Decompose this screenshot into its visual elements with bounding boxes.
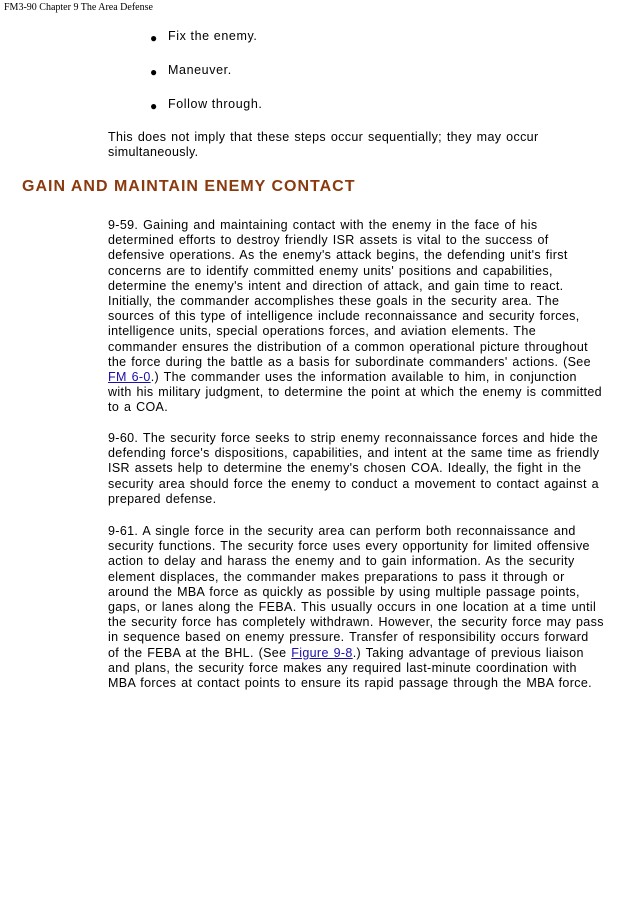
section-title: GAIN AND MAINTAIN ENEMY CONTACT bbox=[22, 178, 356, 195]
bullet-icon: ● bbox=[150, 99, 158, 113]
step-list bbox=[150, 28, 262, 130]
paragraph-9-60: 9-60. The security force seeks to strip enemy reconnaissance forces and hide the defending force's dispositions, capabilities, and intent at the same time as friendly ISR assets help to determine the enemy's chosen COA. Ideally, the fight in the security area should force the enemy to conduct a movement to contact against a prepared defense. bbox=[108, 431, 600, 506]
list-item bbox=[150, 62, 262, 96]
list-item-text: Follow through. bbox=[168, 97, 263, 111]
bullet-icon: ● bbox=[150, 65, 158, 79]
bullet-icon: ● bbox=[150, 31, 158, 45]
paragraph-text: .) Taking advantage of previous liaison and plans, the security force makes any required last-minute coordination with MBA forces at contact points to ensure its rapid passage through the MBA force. bbox=[108, 645, 592, 691]
list-item bbox=[150, 96, 262, 130]
list-item-text: Maneuver. bbox=[168, 63, 232, 77]
running-header: FM3-90 Chapter 9 The Area Defense bbox=[4, 2, 153, 13]
paragraph-text: .) The commander uses the information available to him, in conjunction with his military judgment, to determine the point at which the enemy is committed to a COA. bbox=[108, 370, 602, 415]
intro-paragraph: This does not imply that these steps occur sequentially; they may occur simultaneously. bbox=[108, 130, 539, 160]
fm-6-0-link[interactable]: FM 6-0 bbox=[108, 370, 151, 385]
list-item-text: Fix the enemy. bbox=[168, 29, 258, 43]
paragraph-text: 9-61. A single force in the security area can perform both reconnaissance and security functions. The security force uses every opportunity for limited offensive action to delay and harass the enemy and to gain information. As the security element displaces, the commander makes preparations to pass it through or around the MBA force as quickly as possible by using multiple passage points, gaps, or lanes along the FEBA. This usually occurs in one location at a time until the security force has completely withdrawn. However, the security force may pass in sequence based on enemy pressure. Transfer of responsibility occurs forward of the FEBA at the BHL. (See bbox=[108, 524, 604, 660]
paragraph-9-61 bbox=[108, 524, 604, 691]
paragraph-9-59 bbox=[108, 218, 604, 416]
paragraph-text: 9-59. Gaining and maintaining contact with the enemy in the face of his determined efforts to destroy friendly ISR assets is vital to the success of defensive operations. As the enemy's attack begins, the defending unit's first concerns are to identify committed enemy units' positions and capabilities, determine the enemy's intent and direction of attack, and gain time to react. Initially, the commander accomplishes these goals in the security area. The sources of this type of intelligence include reconnaissance and security forces, intelligence units, special operations forces, and aviation elements. The commander ensures the distribution of a common operational picture throughout the force during the battle as a basis for subordinate commanders' actions. (See bbox=[108, 218, 591, 369]
figure-9-8-link[interactable]: Figure 9-8 bbox=[291, 645, 353, 660]
list-item bbox=[150, 28, 262, 62]
